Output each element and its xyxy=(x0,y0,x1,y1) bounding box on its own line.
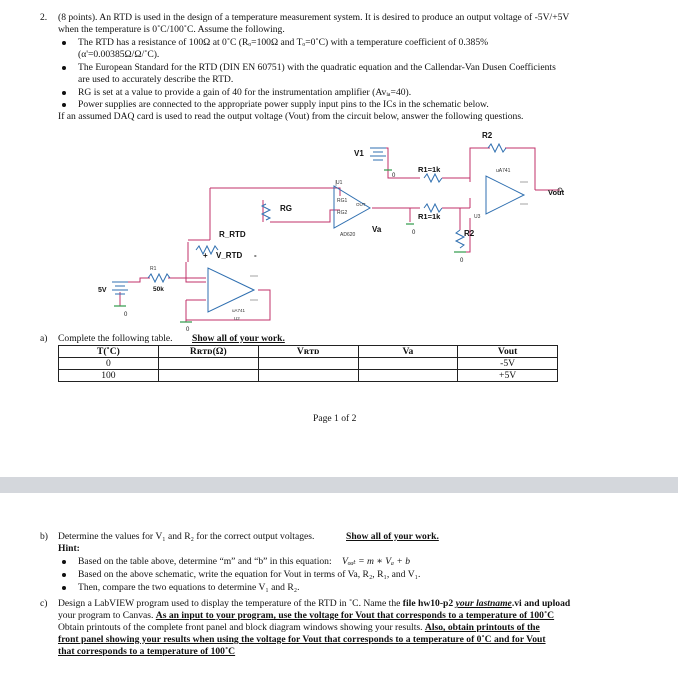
label-50k: 50k xyxy=(153,286,164,293)
assumption-1b: (α'=0.00385Ω/Ω/˚C). xyxy=(78,49,160,60)
table-row xyxy=(59,370,558,382)
assumption-2a: The European Standard for the RTD (DIN EN 60751) with the quadratic equation and the Callendar-Van Dusen Coefficients xyxy=(78,62,556,73)
header-vout: Vout xyxy=(458,346,558,358)
part-a-emphasis: Show all of your work. xyxy=(192,333,285,344)
part-c-line2 xyxy=(58,610,554,622)
cell-vout: +5V xyxy=(458,370,558,382)
cell-v-rtd[interactable] xyxy=(258,370,358,382)
label-ua741-bottom: uA741 xyxy=(232,308,246,313)
cell-temp: 100 xyxy=(59,370,159,382)
label-v1: V1 xyxy=(354,149,364,158)
lastname-placeholder: your lastname xyxy=(455,598,512,609)
cell-va[interactable] xyxy=(358,370,458,382)
part-c-line2-emphasis: As an input to your program, use the voltage for Vout that corresponds to a temperature of 100˚C xyxy=(155,610,555,621)
bullet-dot xyxy=(62,560,66,564)
question-number: 2. xyxy=(40,12,48,23)
bullet-dot xyxy=(62,66,66,70)
part-a-label: a) xyxy=(40,333,48,344)
hint-1: Based on the table above, determine “m” and “b” in this equation: xyxy=(78,556,332,567)
label-zero-v1: 0 xyxy=(392,173,396,179)
part-a-text: Complete the following table. xyxy=(58,333,173,344)
part-c-line5: that corresponds to a temperature of 100˚C xyxy=(58,646,236,657)
label-r1-mid: R1=1k xyxy=(418,212,441,221)
assumption-2b: are used to accurately describe the RTD. xyxy=(78,74,234,85)
table-row xyxy=(59,358,558,370)
header-r-rtd: Rʀᴛᴅ(Ω) xyxy=(158,346,258,358)
label-minus: - xyxy=(254,251,257,260)
label-va: Va xyxy=(372,225,382,234)
label-r-rtd: R_RTD xyxy=(219,230,246,239)
cell-temp: 0 xyxy=(59,358,159,370)
label-u2: U2 xyxy=(234,316,240,321)
header-v-rtd: Vʀᴛᴅ xyxy=(258,346,358,358)
bullet-dot xyxy=(62,91,66,95)
assumption-1a: The RTD has a resistance of 100Ω at 0˚C (Rₒ=100Ω and Tₒ=0˚C) with a temperature coefficient of 0.385% xyxy=(78,37,489,48)
label-u1: U1 xyxy=(336,180,343,186)
label-vout: Vout xyxy=(548,188,565,197)
assumption-4: Power supplies are connected to the appropriate power supply input pins to the ICs in the schematic below. xyxy=(78,99,489,110)
part-c-line3-text: Obtain printouts of the complete front panel and block diagram windows showing your results. xyxy=(58,622,423,633)
lead-sentence: If an assumed DAQ card is used to read the output voltage (Vout) from the circuit below, answer the following questions. xyxy=(58,111,524,122)
part-c-line2-text: your program to Canvas. xyxy=(58,610,154,621)
part-b-label: b) xyxy=(40,531,48,542)
part-c-label: c) xyxy=(40,598,48,609)
bullet-dot xyxy=(62,41,66,45)
part-c-line1 xyxy=(58,598,570,610)
label-u3: U3 xyxy=(474,214,481,220)
file-name: file hw10-p2 xyxy=(402,598,454,609)
cell-r-rtd[interactable] xyxy=(158,370,258,382)
table-header-row xyxy=(59,346,558,358)
label-rg1: RG1 xyxy=(337,198,348,204)
hint-label: Hint: xyxy=(58,543,80,554)
label-5v: 5V xyxy=(98,287,107,294)
label-zero-5v: 0 xyxy=(124,312,128,318)
hint-2: Based on the above schematic, write the equation for Vout in terms of Va, R₂, R₁, and V₁. xyxy=(78,569,421,580)
label-rg2: RG2 xyxy=(337,210,348,216)
assumption-3: RG is set at a value to provide a gain of 40 for the instrumentation amplifier (Avᵢₐ=40). xyxy=(78,87,412,98)
part-c-line1-text: Design a LabVIEW program used to display the temperature of the RTD in ˚C. Name the xyxy=(58,598,401,609)
header-temperature: T(˚C) xyxy=(59,346,159,358)
label-plus: + xyxy=(203,251,208,260)
cell-vout: -5V xyxy=(458,358,558,370)
results-table xyxy=(58,345,558,382)
intro-line-2: when the temperature is 0˚C/100˚C. Assume the following. xyxy=(58,24,285,35)
label-r2-top: R2 xyxy=(482,131,493,140)
part-c-line3 xyxy=(58,622,540,634)
label-r1-top: R1=1k xyxy=(418,165,441,174)
intro-line-1: (8 points). An RTD is used in the design of a temperature measurement system. It is desired to produce an output voltage of -5V/+5V xyxy=(58,12,570,23)
page-break-divider xyxy=(0,477,678,493)
hint-3: Then, compare the two equations to determine V₁ and R₂. xyxy=(78,582,300,593)
part-c-line4: front panel showing your results when using the voltage for Vout that corresponds to a temperature of 0˚C and for Vout xyxy=(58,634,546,645)
label-ua741-top: uA741 xyxy=(496,168,511,174)
header-va: Va xyxy=(358,346,458,358)
part-c-line3-emphasis: Also, obtain printouts of the xyxy=(424,622,540,633)
bullet-dot xyxy=(62,573,66,577)
circuit-schematic xyxy=(0,128,678,338)
bullet-dot xyxy=(62,103,66,107)
file-extension: .vi and upload xyxy=(511,598,571,609)
page-footer: Page 1 of 2 xyxy=(313,413,357,424)
bullet-dot xyxy=(62,586,66,590)
label-v-rtd: V_RTD xyxy=(216,251,243,260)
cell-r-rtd[interactable] xyxy=(158,358,258,370)
part-b-text: Determine the values for V₁ and R₂ for the correct output voltages. xyxy=(58,531,315,542)
cell-va[interactable] xyxy=(358,358,458,370)
label-out: OUT xyxy=(356,202,366,207)
label-zero-u2: 0 xyxy=(186,327,190,333)
cell-v-rtd[interactable] xyxy=(258,358,358,370)
label-r1-small: R1 xyxy=(150,266,157,272)
label-zero-r2: 0 xyxy=(460,258,464,264)
equation: Vₒᵤₜ = m ∗ Vₐ + b xyxy=(342,556,411,567)
part-b-emphasis: Show all of your work. xyxy=(346,531,439,542)
label-rg: RG xyxy=(280,204,292,213)
label-zero-va: 0 xyxy=(412,230,416,236)
label-ad620: AD620 xyxy=(340,232,356,238)
label-r2-side: R2 xyxy=(464,229,475,238)
